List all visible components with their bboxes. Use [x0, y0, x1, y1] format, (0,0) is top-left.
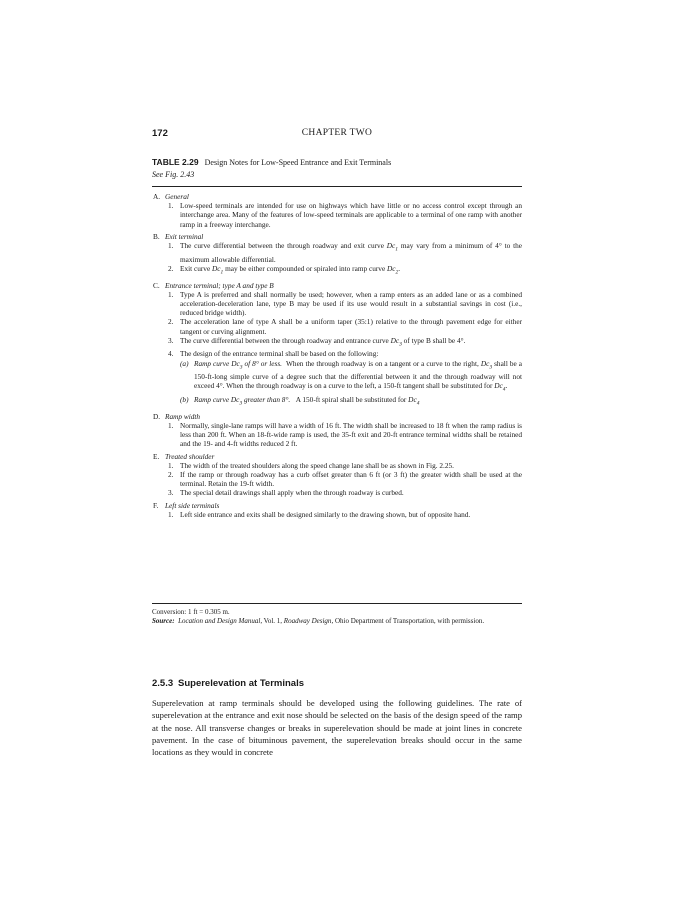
item-number: 1. [168, 289, 174, 299]
section-letter: C. [153, 280, 160, 290]
sub-item [152, 395, 522, 409]
section-exit-terminal [152, 232, 522, 278]
list-item [152, 264, 522, 278]
table-see-reference: See Fig. 2.43 [152, 170, 195, 179]
section-left-side-terminals [152, 501, 522, 519]
item-text: Low-speed terminals are intended for use on highways which have little or no access control except through an interchange area. Many of the features of low-speed terminals are applicable to a terminal of one ramp with another ramp in a freeway interchange. [180, 201, 522, 229]
table-footnotes [152, 608, 522, 626]
section-title: Treated shoulder [165, 451, 215, 461]
item-text: The curve differential between the through roadway and entrance curve $Dc_3$ of type B shall be 4°. [180, 335, 466, 348]
list-item [152, 488, 522, 497]
section-title: Left side terminals [165, 500, 220, 510]
list-item [152, 336, 522, 350]
list-item [152, 290, 522, 318]
item-text: The acceleration lane of type A shall be a uniform taper (35:1) relative to the through pavement edge for either tangent or curving alignment. [180, 317, 522, 336]
item-text: If the ramp or through roadway has a curb offset greater than 6 ft (or 3 ft) the greater width shall be used at the terminal. Retain the 19-ft width. [180, 470, 522, 489]
list-item [152, 241, 522, 264]
item-number: 1. [168, 420, 174, 430]
source-note [152, 617, 522, 626]
sub-item-label: (a) [180, 358, 189, 368]
section-letter: E. [153, 451, 160, 461]
sub-item-text: A 150-ft spiral shall be substituted for $Dc_4$ [295, 395, 420, 407]
source-mid: , Vol. 1, [260, 617, 284, 625]
section-title: Entrance terminal; type A and type B [165, 280, 274, 290]
body-paragraph: Superelevation at ramp terminals should be developed using the following guidelines. The rate of superelevation at the entrance and exit nose should be selected on the basis of the design speed of the ramp at the nose. All transverse changes or breaks in superelevation should be made at joint lines in concrete pavement. In the case of bituminous pavement, the superelevation breaks should occur in the same locations as they would in concrete [152, 698, 522, 758]
item-text: The special detail drawings shall apply when the through roadway is curbed. [180, 488, 404, 498]
section-number: 2.5.3 [152, 678, 174, 689]
chapter-title: CHAPTER TWO [301, 128, 373, 138]
section-entrance-terminal [152, 281, 522, 409]
item-number: 3. [168, 488, 174, 498]
section-general [152, 192, 522, 229]
running-header [152, 128, 522, 142]
item-text: Type A is preferred and shall normally be used; however, when a ramp enters as an added lane or as a combined acceleration-deceleration lane, type B may be used if its use would result in a substantial savings in cost (i.e., reduced bridge width). [180, 289, 522, 318]
item-text: Exit curve $Dc_1$ may be either compounded or spiraled into ramp curve $Dc_2$. [180, 263, 401, 276]
item-text: The curve differential between the through roadway and exit curve $Dc_1$ may vary from a minimum of 4° to the maximum allowable differential. [180, 241, 522, 264]
section-ramp-width [152, 412, 522, 449]
source-label: Source: [152, 617, 175, 625]
section-title: Exit terminal [165, 231, 204, 241]
list-item [152, 470, 522, 488]
page-number: 172 [152, 128, 168, 139]
section-letter: A. [153, 192, 161, 201]
list-item [152, 510, 522, 519]
list-item [152, 461, 522, 470]
sub-item-lead: Ramp curve $Dc_3$ of 8° or less. [194, 358, 283, 371]
section-title: General [165, 192, 189, 201]
section-letter: F. [153, 500, 159, 510]
list-item [152, 317, 522, 335]
table-top-rule [152, 186, 522, 187]
sub-item-text: When the through roadway is on a tangent or a curve to the right, $Dc_3$ shall be a 150-ft-long simple curve of a degree such that the differential between it and the through roadway will not exceed 4°. When the through roadway is on a curve to the left, a 150-ft tangent shall be substituted for $Dc_4$. [194, 358, 522, 393]
item-number: 1. [168, 509, 174, 519]
list-item [152, 201, 522, 229]
item-number: 4. [168, 349, 174, 359]
conversion-note: Conversion: 1 ft = 0.305 m. [152, 608, 230, 616]
table-caption [152, 157, 522, 167]
item-text: Left side entrance and exits shall be designed similarly to the drawing shown, but of opposite hand. [180, 509, 471, 519]
item-number: 1. [168, 201, 174, 211]
sub-item [152, 359, 522, 396]
item-number: 2. [168, 263, 174, 273]
item-number: 2. [168, 317, 174, 327]
item-text: Normally, single-lane ramps will have a width of 16 ft. The width shall be increased to 18 ft when the ramp radius is less than 200 ft. When an 18-ft-wide ramp is used, the 35-ft exit and 20-ft entrance terminal widths shall be retained and the 19- and 4-ft widths reduced 2 ft. [180, 420, 522, 449]
source-title2: Roadway Design [283, 617, 332, 625]
source-rest: , Ohio Department of Transportation, with permission. [331, 617, 485, 625]
table-title: Design Notes for Low-Speed Entrance and Exit Terminals [204, 158, 392, 167]
item-number: 2. [168, 470, 174, 479]
item-text: The width of the treated shoulders along the speed change lane shall be as shown in Fig. 2.25. [180, 460, 454, 470]
section-heading [152, 678, 304, 689]
item-text: The design of the entrance terminal shall be based on the following: [180, 349, 379, 359]
item-number: 1. [168, 460, 174, 470]
section-letter: B. [153, 231, 160, 241]
section-treated-shoulder [152, 452, 522, 498]
source-title: Location and Design Manual [178, 617, 261, 625]
table-bottom-rule [152, 603, 522, 604]
sub-item-lead: Ramp curve $Dc_3$ greater than 8°. [194, 395, 291, 407]
section-heading-title: Superelevation at Terminals [178, 678, 305, 689]
item-number: 1. [168, 241, 174, 251]
section-letter: D. [153, 411, 161, 421]
list-item [152, 421, 522, 449]
list-item [152, 349, 522, 358]
section-title: Ramp width [165, 411, 201, 421]
sub-item-label: (b) [180, 395, 189, 405]
item-number: 3. [168, 335, 174, 345]
table-body [152, 192, 522, 522]
table-number: TABLE 2.29 [152, 157, 199, 167]
